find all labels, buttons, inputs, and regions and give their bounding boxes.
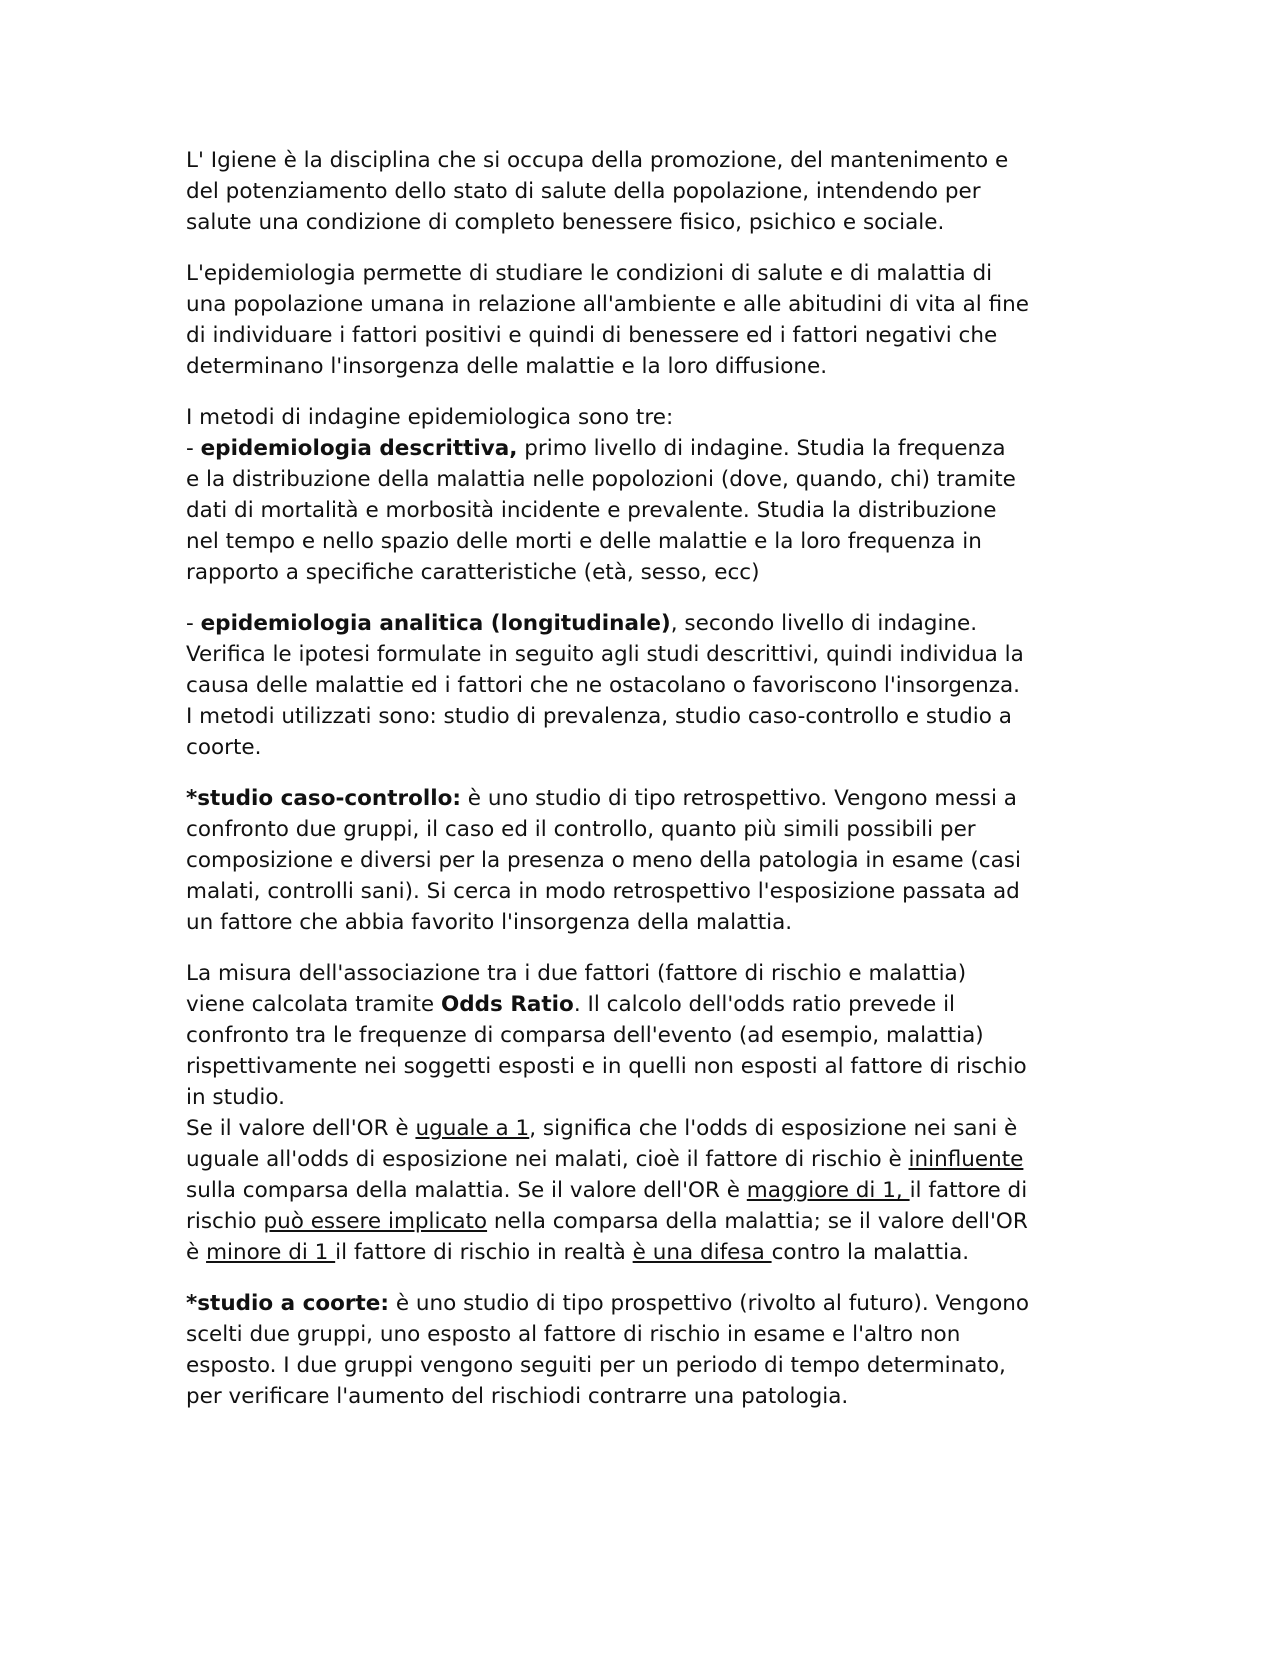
text-segment: Se il valore dell'OR è (186, 1116, 416, 1141)
text-line: composizione e diversi per la presenza o meno della patologia in esame (casi (186, 848, 1021, 873)
text-line (186, 1144, 1106, 1175)
text-line: determinano l'insorgenza delle malattie e la loro diffusione. (186, 354, 828, 379)
underlined-term: è una difesa (632, 1240, 772, 1265)
bold-term: epidemiologia analitica (longitudinale) (200, 611, 671, 636)
text-line: La misura dell'associazione tra i due fattori (fattore di rischio e malattia) (186, 961, 967, 986)
paragraph-epidemiologia-descrittiva (186, 402, 1106, 588)
underlined-term: maggiore di 1, (746, 1178, 910, 1203)
bold-term: epidemiologia descrittiva, (200, 436, 518, 461)
list-dash: - (186, 611, 201, 636)
text-line (186, 1237, 1106, 1268)
text-line: malati, controlli sani). Si cerca in modo retrospettivo l'esposizione passata ad (186, 879, 1020, 904)
text-line (186, 989, 1106, 1020)
text-segment: , secondo livello di indagine. (670, 611, 978, 636)
text-segment: il fattore di (909, 1178, 1028, 1203)
text-line: confronto due gruppi, il caso ed il controllo, quanto più simili possibili per (186, 817, 976, 842)
bold-term: *studio caso-controllo: (186, 786, 461, 811)
bold-term: *studio a coorte: (186, 1291, 389, 1316)
text-line: rapporto a specifiche caratteristiche (età, sesso, ecc) (186, 560, 760, 585)
text-line: nel tempo e nello spazio delle morti e delle malattie e la loro frequenza in (186, 529, 982, 554)
text-segment: uguale all'odds di esposizione nei malati, cioè il fattore di rischio è (186, 1147, 909, 1172)
text-line: coorte. (186, 735, 262, 760)
paragraph-igiene-definition (186, 145, 1106, 238)
paragraph-studio-caso-controllo (186, 783, 1106, 938)
text-line: L' Igiene è la disciplina che si occupa della promozione, del mantenimento e (186, 148, 1009, 173)
text-line: di individuare i fattori positivi e quindi di benessere ed i fattori negativi che (186, 323, 998, 348)
text-segment: contro la malattia. (771, 1240, 970, 1265)
text-line: esposto. I due gruppi vengono seguiti per un periodo di tempo determinato, (186, 1353, 1006, 1378)
text-line: del potenziamento dello stato di salute della popolazione, intendendo per (186, 179, 981, 204)
underlined-term: uguale a 1 (415, 1116, 530, 1141)
underlined-term: minore di 1 (206, 1240, 336, 1265)
text-line: salute una condizione di completo benessere fisico, psichico e sociale. (186, 210, 945, 235)
paragraph-studio-a-coorte (186, 1288, 1106, 1412)
text-line (186, 1206, 1106, 1237)
text-line (186, 608, 1106, 639)
paragraph-odds-ratio (186, 958, 1106, 1268)
text-segment: nella comparsa della malattia; se il valore dell'OR (487, 1209, 1028, 1234)
underlined-term: può essere implicato (263, 1209, 488, 1234)
text-segment: viene calcolata tramite (186, 992, 441, 1017)
text-line: e la distribuzione della malattia nelle popolozioni (dove, quando, chi) tramite (186, 467, 1016, 492)
text-line: I metodi utilizzati sono: studio di prevalenza, studio caso-controllo e studio a (186, 704, 1012, 729)
text-line (186, 1175, 1106, 1206)
text-segment: è uno studio di tipo prospettivo (rivolto al futuro). Vengono (388, 1291, 1030, 1316)
paragraph-epidemiologia-analitica (186, 608, 1106, 763)
bold-term: Odds Ratio (441, 992, 574, 1017)
text-line: rispettivamente nei soggetti esposti e in quelli non esposti al fattore di rischio (186, 1054, 1027, 1079)
text-line: un fattore che abbia favorito l'insorgenza della malattia. (186, 910, 793, 935)
text-line: in studio. (186, 1085, 285, 1110)
text-line (186, 1113, 1106, 1144)
text-segment: rischio (186, 1209, 264, 1234)
text-segment: il fattore di rischio in realtà (335, 1240, 633, 1265)
text-line: per verificare l'aumento del rischiodi contrarre una patologia. (186, 1384, 849, 1409)
text-line: una popolazione umana in relazione all'ambiente e alle abitudini di vita al fine (186, 292, 1030, 317)
list-dash: - (186, 436, 201, 461)
text-line: L'epidemiologia permette di studiare le condizioni di salute e di malattia di (186, 261, 993, 286)
text-segment: è (186, 1240, 207, 1265)
text-line: scelti due gruppi, uno esposto al fattore di rischio in esame e l'altro non (186, 1322, 961, 1347)
document-page (186, 145, 1106, 1432)
paragraph-epidemiologia-definition (186, 258, 1106, 382)
text-line: dati di mortalità e morbosità incidente e prevalente. Studia la distribuzione (186, 498, 997, 523)
text-line: confronto tra le frequenze di comparsa dell'evento (ad esempio, malattia) (186, 1023, 984, 1048)
text-line (186, 783, 1106, 814)
text-line (186, 1288, 1106, 1319)
text-line: causa delle malattie ed i fattori che ne ostacolano o favoriscono l'insorgenza. (186, 673, 1021, 698)
text-segment: , significa che l'odds di esposizione nei sani è (529, 1116, 1018, 1141)
text-segment: primo livello di indagine. Studia la frequenza (517, 436, 1006, 461)
text-line (186, 433, 1106, 464)
underlined-term: ininfluente (908, 1147, 1024, 1172)
text-line: I metodi di indagine epidemiologica sono tre: (186, 405, 674, 430)
text-segment: è uno studio di tipo retrospettivo. Vengono messi a (460, 786, 1017, 811)
text-line: Verifica le ipotesi formulate in seguito agli studi descrittivi, quindi individua la (186, 642, 1024, 667)
text-segment: . Il calcolo dell'odds ratio prevede il (573, 992, 956, 1017)
text-segment: sulla comparsa della malattia. Se il valore dell'OR è (186, 1178, 747, 1203)
